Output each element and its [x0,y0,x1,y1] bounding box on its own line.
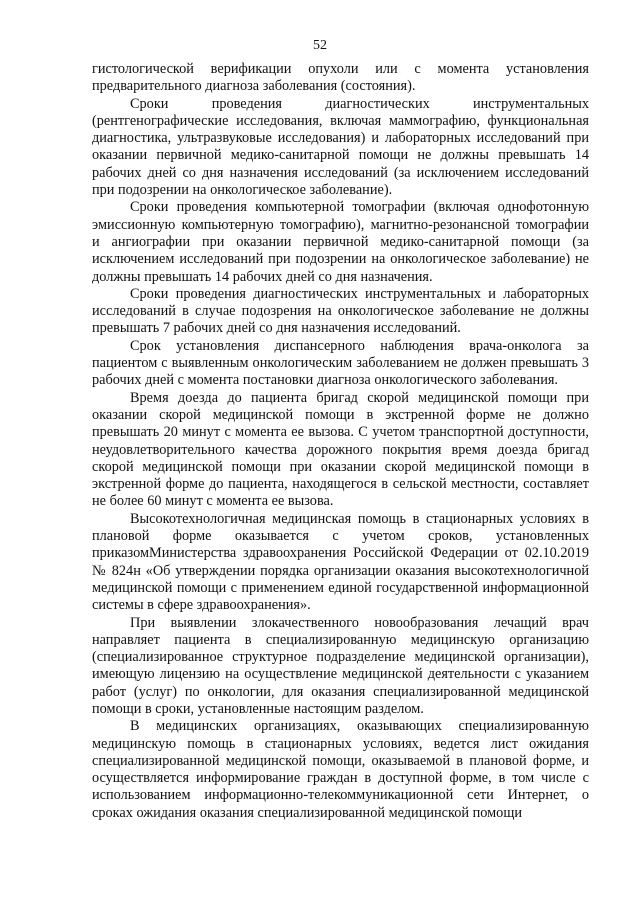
paragraph-ambulance-arrival-time: Время доезда до пациента бригад скорой медицинской помощи при оказании скорой медицинской помощи в экстренной форме не должно превышать 20 минут с момента ее вызова. С учетом транспортной доступности, неудовлетворительного качества дорожного покрытия время доезда бригад скорой медицинской помощи при оказании скорой медицинской помощи в экстренной форме до пациента, находящегося в сельской местности, составляет не более 60 минут с момента ее вызова. [92,389,589,510]
paragraph-high-tech-care: Высокотехнологичная медицинская помощь в стационарных условиях в плановой форме оказывается с учетом сроков, установленных приказомМинистерства здравоохранения Российской Федерации от 02.10.2019 № 824н «Об утверждении порядка организации оказания высокотехнологичной медицинской помощи с применением единой государственной информационной системы в сфере здравоохранения». [92,510,589,614]
paragraph-instrumental-lab-deadlines: Сроки проведения диагностических инструментальных (рентгенографические исследования, включая маммографию, функциональная диагностика, ультразвуковые исследования) и лабораторных исследований при оказании первичной медико-санитарной помощи не должны превышать 14 рабочих дней со дня назначения исследований (за исключением исследований при подозрении на онкологическое заболевание). [92,95,589,199]
page-number: 52 [313,38,327,53]
paragraph-malignancy-referral: При выявлении злокачественного новообразования лечащий врач направляет пациента в специализированную медицинскую организацию (специализированное структурное подразделение медицинской организации), имеющую лицензию на осуществление медицинской деятельности с указанием работ (услуг) по онкологии, для оказания специализированной медицинской помощи в сроки, установленные настоящим разделом. [92,614,589,717]
paragraph-oncology-suspicion-deadlines: Сроки проведения диагностических инструментальных и лабораторных исследований в случае подозрения на онкологическое заболевание не должны превышать 7 рабочих дней со дня назначения исследований. [92,285,589,337]
body-text [92,61,589,822]
paragraph-ct-mri-deadlines: Сроки проведения компьютерной томографии (включая однофотонную эмиссионную компьютерную томографию), магнитно-резонансной томографии и ангиографии при оказании первичной медико-санитарной помощи (за исключением исследований при подозрении на онкологическое заболевание) не должны превышать 14 рабочих дней со дня назначения. [92,199,589,285]
paragraph-waiting-list: В медицинских организациях, оказывающих специализированную медицинскую помощь в стационарных условиях, ведется лист ожидания специализированной медицинской помощи, оказываемой в плановой форме, и осуществляется информирование граждан в доступной форме, в том числе с использованием информационно-телекоммуникационной сети Интернет, о сроках ожидания оказания специализированной медицинской помощи [92,718,589,821]
paragraph-dispensary-observation: Срок установления диспансерного наблюдения врача-онколога за пациентом с выявленным онкологическим заболеванием не должен превышать 3 рабочих дней с момента постановки диагноза онкологического заболевания. [92,337,589,389]
paragraph-diagnosis-continuation: гистологической верификации опухоли или с момента установления предварительного диагноза заболевания (состояния). [92,61,589,95]
